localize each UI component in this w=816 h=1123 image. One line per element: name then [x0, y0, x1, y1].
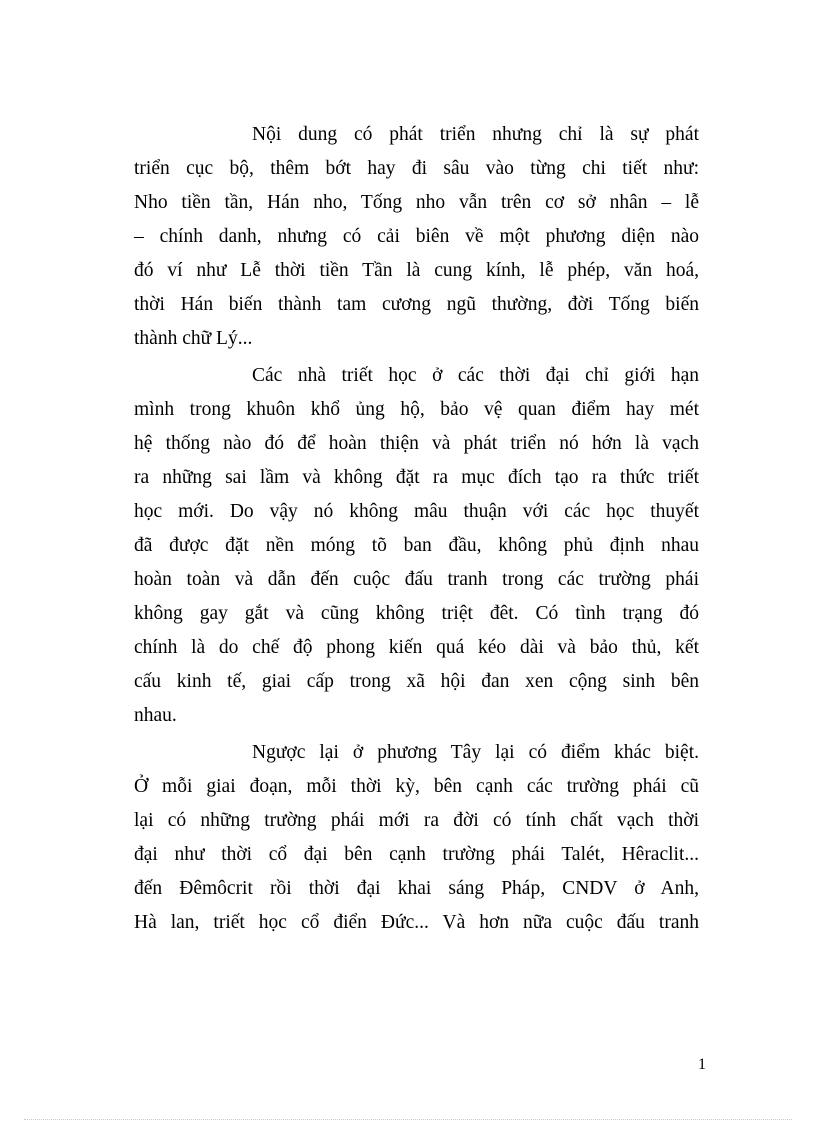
text-line: chính là do chế độ phong kiến quá kéo dài và bảo thủ, kết: [134, 637, 699, 658]
text-line: học mới. Do vậy nó không mâu thuận với các học thuyết: [134, 501, 699, 522]
text-line: Nho tiền tần, Hán nho, Tống nho vẫn trên cơ sở nhân – lễ: [134, 192, 699, 213]
text-line: hoàn toàn và dẫn đến cuộc đấu tranh trong các trường phái: [134, 569, 699, 590]
page-break-divider: [24, 1119, 792, 1120]
text-line: triển cục bộ, thêm bớt hay đi sâu vào từng chi tiết như:: [134, 158, 699, 179]
text-line: thành chữ Lý...: [134, 328, 253, 349]
text-line: Ở mỗi giai đoạn, mỗi thời kỳ, bên cạnh các trường phái cũ: [134, 776, 699, 797]
text-line: lại có những trường phái mới ra đời có tính chất vạch thời: [134, 810, 699, 831]
text-line: thời Hán biến thành tam cương ngũ thường, đời Tống biến: [134, 294, 699, 315]
text-line: – chính danh, nhưng có cải biên về một phương diện nào: [134, 226, 699, 247]
paragraph-2: [134, 359, 699, 733]
text-line: đó ví như Lễ thời tiền Tần là cung kính, lễ phép, văn hoá,: [134, 260, 699, 281]
paragraph-1: [134, 118, 699, 356]
text-line: ra những sai lầm và không đặt ra mục đích tạo ra thức triết: [134, 467, 699, 488]
text-line: Ngược lại ở phương Tây lại có điểm khác biệt.: [252, 742, 699, 763]
text-line: Hà lan, triết học cổ điển Đức... Và hơn nữa cuộc đấu tranh: [134, 912, 699, 933]
page-number: 1: [698, 1056, 706, 1073]
text-line: không gay gắt và cũng không triệt đêt. Có tình trạng đó: [134, 603, 699, 624]
text-line: hệ thống nào đó để hoàn thiện và phát triển nó hớn là vạch: [134, 433, 699, 454]
text-line: Nội dung có phát triển nhưng chỉ là sự phát: [252, 124, 699, 145]
text-line: cấu kinh tế, giai cấp trong xã hội đan xen cộng sinh bên: [134, 671, 699, 692]
text-line: nhau.: [134, 705, 177, 726]
document-body: [134, 118, 699, 943]
text-line: đã được đặt nền móng tõ ban đầu, không phủ định nhau: [134, 535, 699, 556]
text-line: Các nhà triết học ở các thời đại chỉ giới hạn: [252, 365, 699, 386]
paragraph-3: [134, 736, 699, 940]
text-line: mình trong khuôn khổ ủng hộ, bảo vệ quan điểm hay mét: [134, 399, 699, 420]
text-line: đại như thời cổ đại bên cạnh trường phái Talét, Hêraclit...: [134, 844, 699, 865]
text-line: đến Đêmôcrit rồi thời đại khai sáng Pháp, CNDV ở Anh,: [134, 878, 699, 899]
